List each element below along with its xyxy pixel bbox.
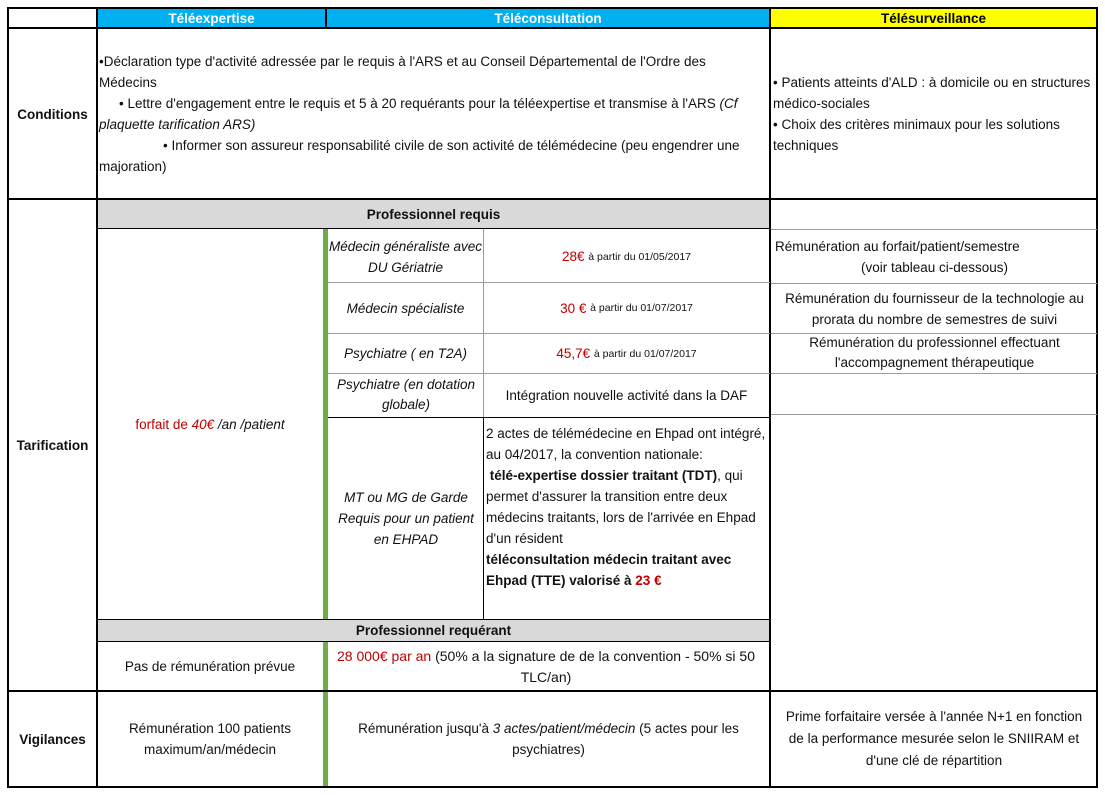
- tarif-row-1-date: à partir du 01/05/2017: [588, 250, 692, 263]
- vigilance-middle-suffix: (5 actes pour les psychiatres): [512, 721, 739, 757]
- row-label-tarification: [8, 200, 97, 691]
- ehpad-tdt-bold: télé-expertise dossier traitant (TDT): [489, 468, 718, 483]
- requerant-left-cell: [97, 641, 323, 691]
- forfait-amount: 40€: [191, 417, 215, 432]
- tarif-right-r2: Rémunération du fournisseur de la technologie au prorata du nombre de semestres de suivi: [785, 291, 1084, 327]
- tarif-row-3-value: [483, 335, 770, 372]
- tarif-right-cell-2: [772, 285, 1097, 333]
- tarif-row-ehpad-label: [333, 418, 479, 618]
- vigilance-left-cell: [110, 691, 310, 787]
- condition-right-item-1: • Patients atteints d'ALD : à domicile ou en structures médico-sociales: [773, 75, 1091, 111]
- tarif-row-3-label-text: Psychiatre ( en T2A): [343, 346, 468, 361]
- conditions-left-cell: [99, 51, 767, 191]
- condition-item-3: • Informer son assureur responsabilité civile de son activité de télémédecine (peu engendrer une majoration): [99, 138, 740, 174]
- condition-item-2-text: • Lettre d'engagement entre le requis et 5 à 20 requérants pour la téléexpertise et transmise à l'ARS: [119, 96, 716, 111]
- vigilance-right-cell: [778, 691, 1090, 787]
- condition-item-2: [99, 93, 767, 135]
- forfait-cell: [97, 229, 323, 620]
- tarif-row-2-label-text: Médecin spécialiste: [346, 300, 465, 316]
- requerant-middle-cell: [336, 645, 756, 689]
- condition-right-item-2: • Choix des critères minimaux pour les solutions techniques: [773, 117, 1060, 153]
- tarif-right-cell-3: [772, 333, 1097, 373]
- tarif-row-4-value: [483, 375, 770, 415]
- requerant-rest: (50% a la signature de de la convention - 50% si 50 TLC/an): [431, 648, 755, 685]
- vigilance-middle-italic: 3 actes/patient/médecin: [492, 721, 636, 736]
- tarif-row-4-label-text: Psychiatre (en dotation globale): [336, 377, 476, 412]
- tarif-row-2-amount: 30 €: [560, 300, 587, 316]
- header-telesurveillance: [770, 8, 1097, 28]
- header-telesurveillance-label: Télésurveillance: [880, 10, 987, 26]
- tarif-right-r1a: Rémunération au forfait/patient/semestre: [775, 239, 1020, 254]
- vigilance-right-text: Prime forfaitaire versée à l'année N+1 en fonction de la performance mesurée selon le SNIIRAM et d'une clé de répartition: [785, 709, 1083, 768]
- tarif-row-ehpad-label-text: MT ou MG de Garde Requis pour un patient en EHPAD: [338, 489, 474, 547]
- green-separator-bottom: [323, 641, 328, 787]
- tarif-row-1-value: [483, 233, 770, 280]
- vigilance-middle-cell: [330, 691, 767, 787]
- forfait-suffix: /an /patient: [214, 417, 285, 432]
- tarif-row-4-text: Intégration nouvelle activité dans la DAF: [505, 387, 748, 403]
- tarif-row-1-amount: 28€: [561, 249, 585, 264]
- row-label-conditions: [8, 28, 97, 200]
- vigilance-left-text: Rémunération 100 patients maximum/an/médecin: [128, 721, 292, 757]
- tarif-right-r1b: (voir tableau ci-dessous): [860, 260, 1009, 275]
- condition-item-2-note: (Cf plaquette tarification ARS): [99, 96, 738, 132]
- tarif-row-2-label: [328, 284, 483, 332]
- condition-item-1: •Déclaration type d'activité adressée par le requis à l'ARS et au Conseil Départemental de l'Ordre des Médecins: [99, 54, 706, 90]
- professionnel-requis-header: [97, 200, 770, 229]
- ehpad-tte-amount: 23 €: [635, 573, 662, 588]
- tarif-row-1-label-text: Médecin généraliste avec DU Gériatrie: [328, 238, 483, 275]
- header-teleexpertise: [97, 8, 326, 28]
- requerant-amount: 28 000€ par an: [337, 648, 432, 664]
- professionnel-requerant-header: [97, 620, 770, 641]
- ehpad-tte-bold: téléconsultation médecin traitant avec Ehpad (TTE) valorisé à: [486, 552, 732, 588]
- tarif-row-4-label: [333, 375, 479, 415]
- tarif-row-3-amount: 45,7€: [556, 346, 591, 361]
- header-teleconsultation: [326, 8, 770, 28]
- vigilance-middle-text: [330, 718, 767, 760]
- tarif-row-2-value: [483, 284, 770, 332]
- tarif-right-cell-1: [772, 236, 1097, 282]
- conditions-right-cell: [773, 72, 1093, 172]
- tarification-label: Tarification: [16, 438, 89, 453]
- tarif-row-1-label: [328, 233, 483, 280]
- ehpad-intro: 2 actes de télémédecine en Ehpad ont intégré, au 04/2017, la convention nationale:: [486, 426, 766, 462]
- tarif-row-2-date: à partir du 01/07/2017: [590, 302, 693, 314]
- professionnel-requerant-label: Professionnel requérant: [355, 623, 512, 638]
- tarif-row-3-date: à partir du 01/07/2017: [593, 347, 697, 360]
- ehpad-tdt-rest: , qui permet d'assurer la transition entre deux médecins traitants, lors de l'arrivée en Ehpad d'un résident: [486, 468, 756, 546]
- vigilances-label: Vigilances: [19, 731, 86, 747]
- tarif-row-ehpad-text: [486, 423, 768, 617]
- forfait-text: [135, 417, 284, 432]
- tarif-right-r3: Rémunération du professionnel effectuant l'accompagnement thérapeutique: [809, 335, 1060, 370]
- tarif-row-3-label: [328, 335, 483, 372]
- row-label-vigilances: [8, 691, 97, 787]
- requerant-left-text: Pas de rémunération prévue: [124, 658, 296, 674]
- professionnel-requis-label: Professionnel requis: [366, 207, 501, 222]
- header-teleconsultation-label: Téléconsultation: [494, 10, 602, 26]
- forfait-prefix: forfait de: [135, 417, 192, 432]
- header-teleexpertise-label: Téléexpertise: [168, 10, 255, 26]
- vigilance-middle-prefix: Rémunération jusqu'à: [358, 721, 493, 736]
- requerant-middle-text: [336, 646, 756, 688]
- conditions-label: Conditions: [17, 106, 88, 122]
